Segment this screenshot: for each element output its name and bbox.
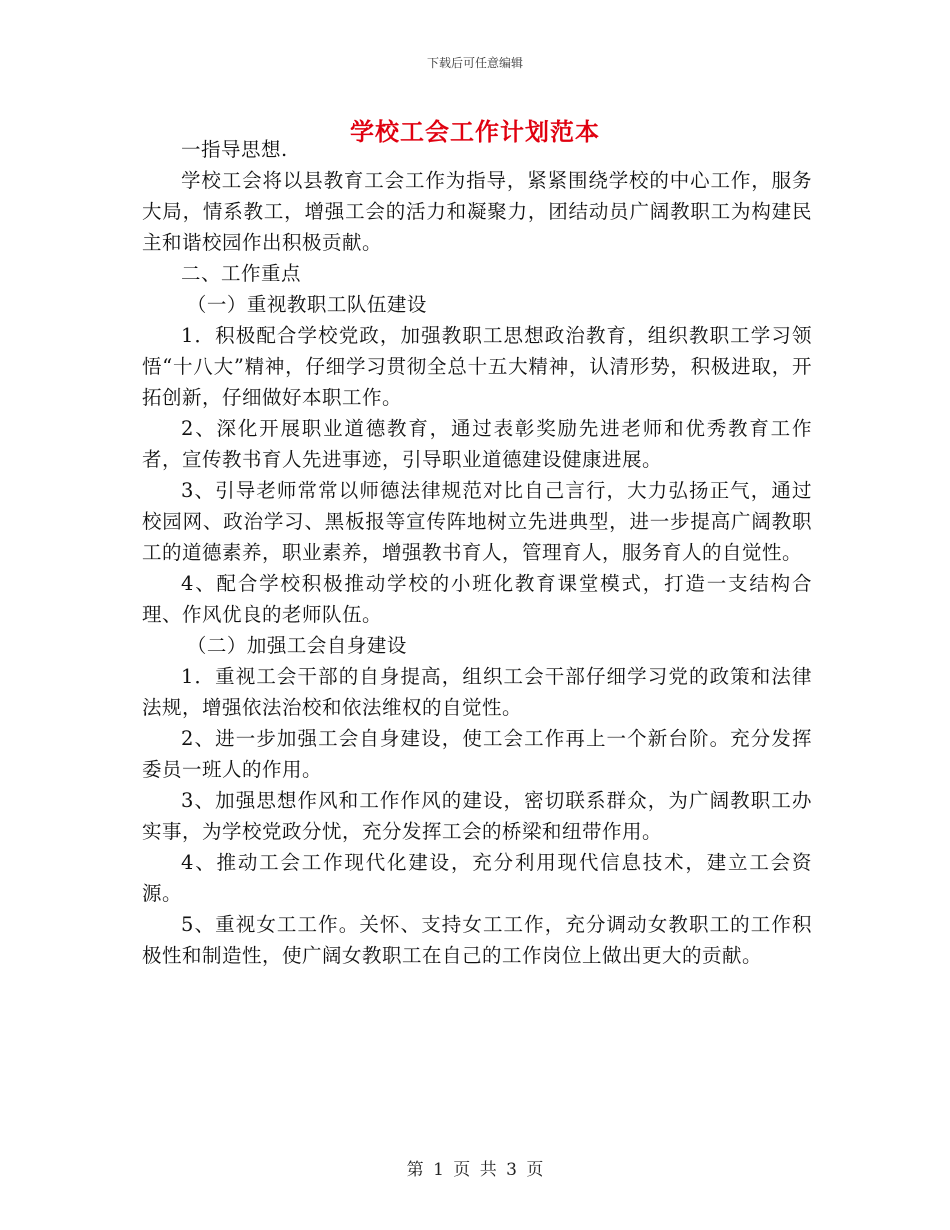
paragraph-item: 4、推动工会工作现代化建设，充分利用现代信息技术，建立工会资源。 [142, 851, 812, 905]
subsection-heading-union-building: （二）加强工会自身建设 [186, 634, 407, 657]
section-heading-guiding-ideology: 一指导思想. [181, 138, 288, 161]
document-title: 学校工会工作计划范本 [350, 117, 600, 146]
page-number-footer: 第 1 页 共 3 页 [406, 1160, 544, 1180]
section-heading-work-focus: 二、工作重点 [181, 262, 302, 285]
page-header-note: 下载后可任意编辑 [426, 56, 523, 70]
paragraph-item: 5、重视女工工作。关怀、支持女工工作，充分调动女教职工的工作积极性和制造性，使广阔女教职工在自己的工作岗位上做出更大的贡献。 [142, 913, 812, 967]
document-body [142, 134, 812, 971]
paragraph-item: 2、进一步加强工会自身建设，使工会工作再上一个新台阶。充分发挥委员一班人的作用。 [142, 727, 812, 781]
paragraph-guiding-ideology: 学校工会将以县教育工会工作为指导，紧紧围绕学校的中心工作，服务大局，情系教工，增强工会的活力和凝聚力，团结动员广阔教职工为构建民主和谐校园作出积极贡献。 [142, 169, 812, 254]
paragraph-item: 3、加强思想作风和工作作风的建设，密切联系群众，为广阔教职工办实事，为学校党政分忧，充分发挥工会的桥梁和纽带作用。 [142, 789, 812, 843]
paragraph-item: 1．积极配合学校党政，加强教职工思想政治教育，组织教职工学习领悟“十八大”精神，仔细学习贯彻全总十五大精神，认清形势，积极进取，开拓创新，仔细做好本职工作。 [142, 324, 812, 409]
subsection-heading-staff-team: （一）重视教职工队伍建设 [186, 293, 427, 316]
paragraph-item: 4、配合学校积极推动学校的小班化教育课堂模式，打造一支结构合理、作风优良的老师队伍。 [142, 572, 812, 626]
paragraph-item: 2、深化开展职业道德教育，通过表彰奖励先进老师和优秀教育工作者，宣传教书育人先进事迹，引导职业道德建设健康进展。 [142, 417, 812, 471]
paragraph-item: 1．重视工会干部的自身提高，组织工会干部仔细学习党的政策和法律法规，增强依法治校和依法维权的自觉性。 [142, 665, 812, 719]
paragraph-item: 3、引导老师常常以师德法律规范对比自己言行，大力弘扬正气，通过校园网、政治学习、黑板报等宣传阵地树立先进典型，进一步提高广阔教职工的道德素养，职业素养，增强教书育人，管理育人，服务育人的自觉性。 [142, 479, 812, 564]
